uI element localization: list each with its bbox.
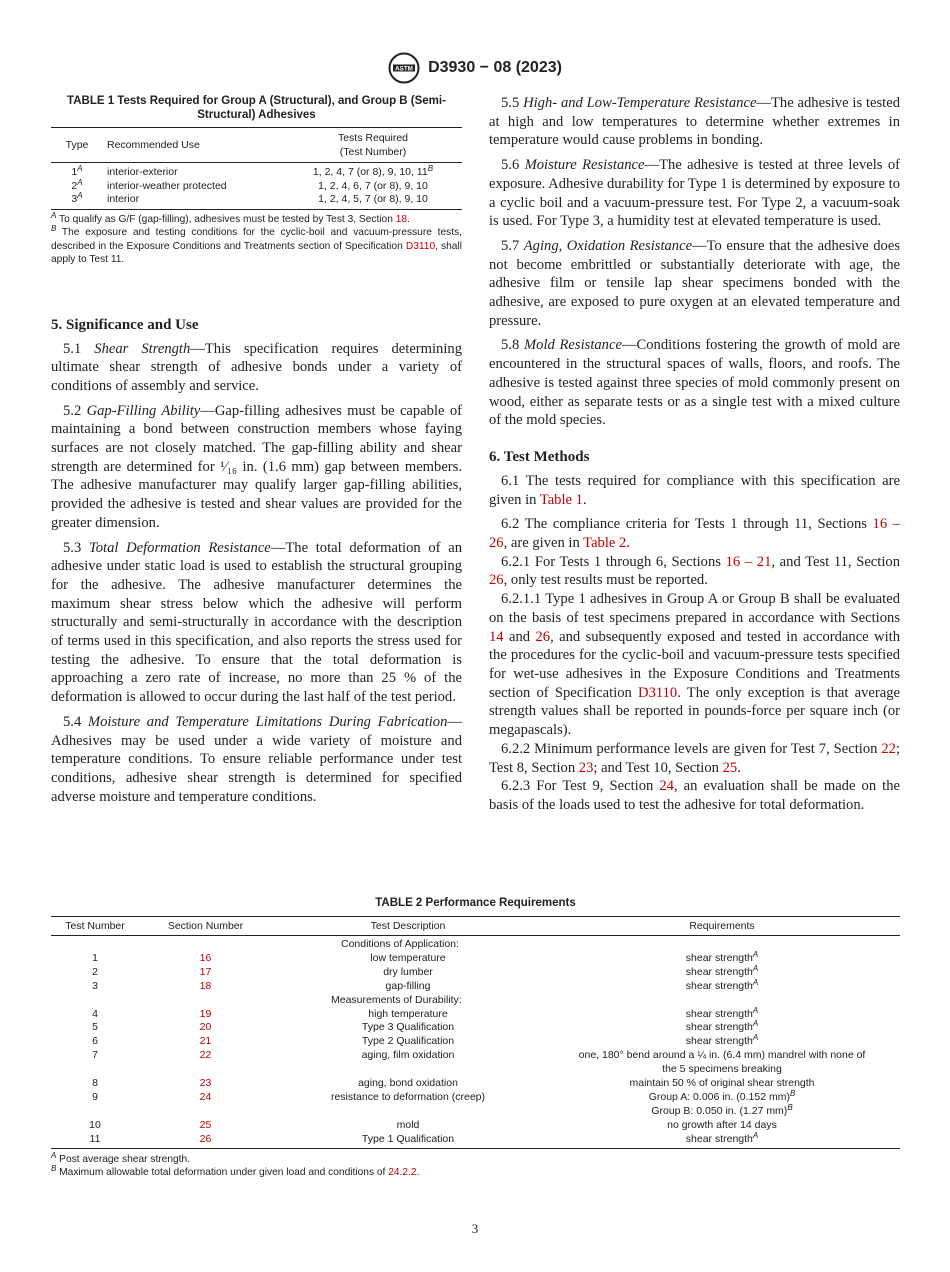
paragraph-6-1: 6.1 The tests required for compliance with this specification are given in Table 1.: [489, 472, 900, 508]
table2-col-requirements: Requirements: [544, 917, 900, 936]
table1: [51, 127, 462, 210]
left-column: [51, 94, 462, 806]
table-row: 6 21 Type 2 Qualification shear strength$^A$: [92, 1033, 759, 1048]
table-row: 9 24 resistance to deformation (creep) Group A: 0.006 in. (0.152 mm)$^B$ Group B: 0.050 in. (1.27 mm)$^B$: [92, 1088, 796, 1117]
section-24-link[interactable]: 24: [659, 778, 674, 795]
table-1-link[interactable]: Table 1: [539, 491, 583, 508]
document-designation: D3930 − 08 (2023): [428, 59, 562, 76]
sections-16-21-link[interactable]: 16 – 21: [725, 553, 772, 570]
table-row: $1^A$ interior-exterior 1, 2, 4, 7 (or 8), 9, 10, $11^B$: [71, 164, 434, 178]
svg-text:ASTM: ASTM: [395, 65, 413, 73]
section-26-link[interactable]: 26: [535, 628, 551, 645]
table-row: 4 19 high temperature shear strength$^A$: [92, 1005, 759, 1020]
table-row: 10 25 mold no growth after 14 days: [89, 1118, 777, 1131]
section-6-heading: 6. Test Methods: [489, 448, 590, 465]
d3110-link[interactable]: D3110: [638, 684, 678, 701]
paragraph-5-8: 5.8 Mold Resistance—Conditions fostering the growth of mold are encountered in the structural spaces of walls, floors, and roofs. The adhesive is tested against three species of mold commonly present on wood, either as separate tests or as a single test with a mixed culture of the mold species.: [489, 337, 900, 429]
table2-block: [51, 896, 900, 1180]
section-22-link[interactable]: 22: [199, 1049, 212, 1062]
section-14-link[interactable]: 14: [489, 628, 504, 645]
table-row: 11 26 Type 1 Qualification shear strength$^A$: [51, 1133, 900, 1148]
footnote-a: $^A$ To qualify as G/F (gap-filling), adhesives must be tested by Test 3, Section 18.: [51, 210, 410, 225]
table-row: 7 22 aging, film oxidation one, 180° bend around a ¼ in. (6.4 mm) mandrel with none of the 5 specimens breaking: [92, 1049, 866, 1076]
paragraph-6-2-1-1: 6.2.1.1 Type 1 adhesives in Group A or Group B shall be evaluated on the basis of test specimens prepared in accordance with Sections 14 and 26, and subsequently exposed and tested in accordance with the procedures for the cyclic-boil and vacuum-pressure tests specified for wet-use adhesives in the Exposure Conditions and Treatments section of Specification D3110. The only exception is that average strength values shall be reported in pounds-force per square inch (or megapascals).: [489, 591, 901, 739]
table1-caption: TABLE 1 Tests Required for Group A (Structural), and Group B (Semi-Structural) Adhesives: [67, 95, 446, 121]
footnote-b: $^B$ Maximum allowable total deformation under given load and conditions of 24.2.2.: [51, 1164, 420, 1179]
section-25-link[interactable]: 25: [722, 759, 738, 776]
paragraph-5-6: 5.6 Moisture Resistance—The adhesive is tested at three levels of exposure. Adhesive durability for Type 1 is determined by exposure to a cyclic boil and a vacuum-pressure test. For Type 2, a vacuum-soak is used. For Type 3, a humidity test at elevated temperature is used.: [489, 157, 900, 230]
footnote-a: $^A$ Post average shear strength.: [51, 1150, 190, 1165]
table2-col-description: Test Description: [272, 917, 544, 936]
paragraph-5-2: 5.2 Gap-Filling Ability—Gap-filling adhesives must be capable of maintaining a bond between construction members whose faying surfaces are not closely matched. The gap-filling ability and shear strength are determined for ¹⁄₁₆ in. (1.6 mm) gap between members. The adhesive manufacturer may qualify larger gap-filling abilities, provided the adhesive is tested and shear values are provided for the greater dimension.: [51, 402, 462, 531]
table-row: $3^A$ interior 1, 2, 4, 5, 7 (or 8), 9, 10: [51, 193, 462, 209]
table-row: 2 17 dry lumber shear strength$^A$: [92, 963, 759, 978]
table-row: 3 18 gap-filling shear strength$^A$: [92, 977, 759, 992]
section-26-link[interactable]: 26: [489, 572, 504, 589]
table-2-link[interactable]: Table 2: [583, 535, 627, 552]
paragraph-6-2: 6.2 The compliance criteria for Tests 1 through 11, Sections 16 – 26, are given in Table 2.: [489, 516, 900, 552]
paragraph-5-7: 5.7 Aging, Oxidation Resistance—To ensure that the adhesive does not become embrittled or substantially deteriorate with age, the adhesive film or tensile lap shear specimens bonded with the adhesive, are exposed to pure oxygen at an elevated temperature and pressure.: [489, 237, 900, 329]
section-5-heading: 5. Significance and Use: [51, 316, 199, 333]
astm-logo-icon: [388, 52, 420, 84]
section-23-link[interactable]: 23: [578, 759, 594, 776]
section-22-link[interactable]: 22: [881, 740, 896, 757]
table2-footnotes: [51, 1150, 900, 1180]
table-row: 8 23 aging, bond oxidation maintain 50 % of original shear strength: [92, 1077, 815, 1090]
page-number: 3: [471, 1221, 479, 1236]
footnote-b: $^B$ The exposure and testing conditions for the cyclic-boil and vacuum-pressure tests, described in the Exposure Conditions and Treatments section of Specification D3110, shall apply to Test 11.: [51, 224, 462, 265]
section-23-link[interactable]: 23: [199, 1077, 212, 1090]
paragraph-5-5: 5.5 High- and Low-Temperature Resistance—The adhesive is tested at high and low temperatures to determine whether extremes in temperature would cause problems in bonding.: [489, 95, 901, 149]
table2: [51, 916, 900, 1149]
table1-col-type: Type: [51, 128, 103, 163]
section-26-link[interactable]: 26: [199, 1132, 212, 1145]
sections-16-26-link[interactable]: 16 – 26: [489, 516, 900, 552]
section-18-link[interactable]: 18: [395, 213, 408, 225]
paragraph-6-2-3: 6.2.3 For Test 9, Section 24, an evaluation shall be made on the basis of the loads used to test the adhesive for total deformation.: [489, 778, 901, 813]
table-row: $2^A$ interior-weather protected 1, 2, 4, 6, 7 (or 8), 9, 10: [71, 177, 428, 192]
table1-col-tests: Tests Required (Test Number): [284, 128, 462, 163]
table1-footnotes: [51, 210, 462, 267]
table-group-row: Measurements of Durability:: [331, 993, 462, 1006]
section-16-link[interactable]: 16: [199, 951, 212, 964]
table2-caption: TABLE 2 Performance Requirements: [375, 897, 576, 909]
paragraph-6-2-2: 6.2.2 Minimum performance levels are given for Test 7, Section 22; Test 8, Section 23; and Test 10, Section 25.: [489, 740, 900, 776]
table-row: 5 20 Type 3 Qualification shear strength$^A$: [92, 1019, 759, 1034]
table2-col-test-number: Test Number: [51, 917, 139, 936]
section-18-link[interactable]: 18: [199, 979, 212, 992]
table1-col-use: Recommended Use: [103, 128, 284, 163]
paragraph-6-2-1: 6.2.1 For Tests 1 through 6, Sections 16 – 21, and Test 11, Section 26, only test results must be reported.: [489, 553, 900, 589]
section-21-link[interactable]: 21: [199, 1035, 212, 1048]
paragraph-5-4: 5.4 Moisture and Temperature Limitations During Fabrication—Adhesives may be used under a wide variety of moisture and temperature conditions. To ensure reliable performance under test conditions, adhesive shear strength is determined for specified adverse moisture and temperature conditions.: [51, 713, 462, 805]
section-17-link[interactable]: 17: [199, 965, 212, 978]
section-20-link[interactable]: 20: [199, 1021, 212, 1034]
section-24-link[interactable]: 24: [199, 1090, 212, 1103]
paragraph-5-1: 5.1 Shear Strength—This specification requires determining ultimate shear strength of adhesive bonds under a variety of conditions of assembly and service.: [51, 340, 463, 394]
paragraph-5-3: 5.3 Total Deformation Resistance—The total deformation of an adhesive under static load is used to establish the structural grouping for the adhesive. The adhesive manufacturer determines the maximum shear stress below which the adhesive will perform structurally and semi-structurally in accordance with the description of terms used in this specification, and also reports the stress used for testing the adhesive. To ensure that the total deformation is approaching a zero rate of increase, no more than 25 % of the deformation is allowed to occur during the last half of the test period.: [51, 539, 462, 706]
right-column: [489, 94, 900, 815]
d3110-link[interactable]: D3110: [405, 240, 436, 252]
table-group-row: Conditions of Application:: [341, 938, 459, 950]
page-header: [0, 52, 950, 86]
table-row: 1 16 low temperature shear strength$^A$: [92, 949, 759, 964]
section-24-2-2-link[interactable]: 24.2.2: [388, 1167, 417, 1179]
table2-col-section-number: Section Number: [139, 917, 272, 936]
section-19-link[interactable]: 19: [199, 1007, 212, 1020]
section-25-link[interactable]: 25: [199, 1118, 212, 1131]
